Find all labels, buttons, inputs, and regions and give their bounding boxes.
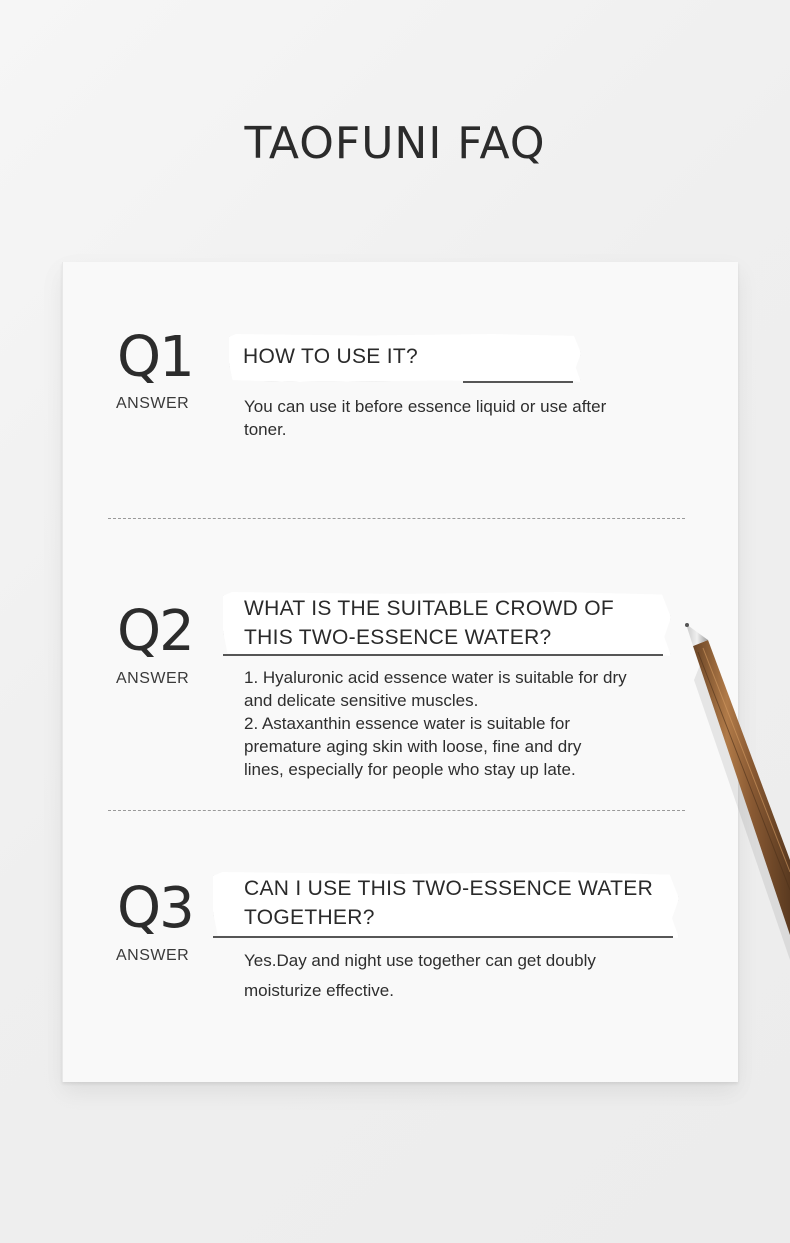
question-number: Q2	[117, 599, 193, 664]
answer-text: 1. Hyaluronic acid essence water is suitable for dry and delicate sensitive muscles. 2. Astaxanthin essence water is suitable for premature aging skin with loose, fine and dry lines, especially for people who stay up late.	[244, 668, 627, 779]
divider	[108, 810, 685, 811]
page-title: TAOFUNI FAQ	[244, 118, 546, 169]
answer-label: ANSWER	[116, 395, 190, 412]
tape-underline	[223, 654, 663, 656]
tape-underline	[213, 936, 673, 938]
answer-text: Yes.Day and night use together can get doubly moisturize effective.	[244, 951, 596, 1000]
question-text: WHAT IS THE SUITABLE CROWD OF THIS TWO-ESSENCE WATER?	[244, 597, 615, 649]
answer-text: You can use it before essence liquid or use after toner.	[244, 397, 607, 439]
divider	[108, 518, 685, 519]
question-text: CAN I USE THIS TWO-ESSENCE WATER TOGETHER?	[244, 877, 654, 929]
question-number: Q3	[117, 876, 193, 941]
answer-label: ANSWER	[116, 947, 190, 964]
faq-paper	[62, 262, 738, 1082]
question-text: HOW TO USE IT?	[243, 345, 418, 368]
question-number: Q1	[117, 325, 193, 390]
answer-label: ANSWER	[116, 670, 190, 687]
tape-underline	[463, 381, 573, 383]
